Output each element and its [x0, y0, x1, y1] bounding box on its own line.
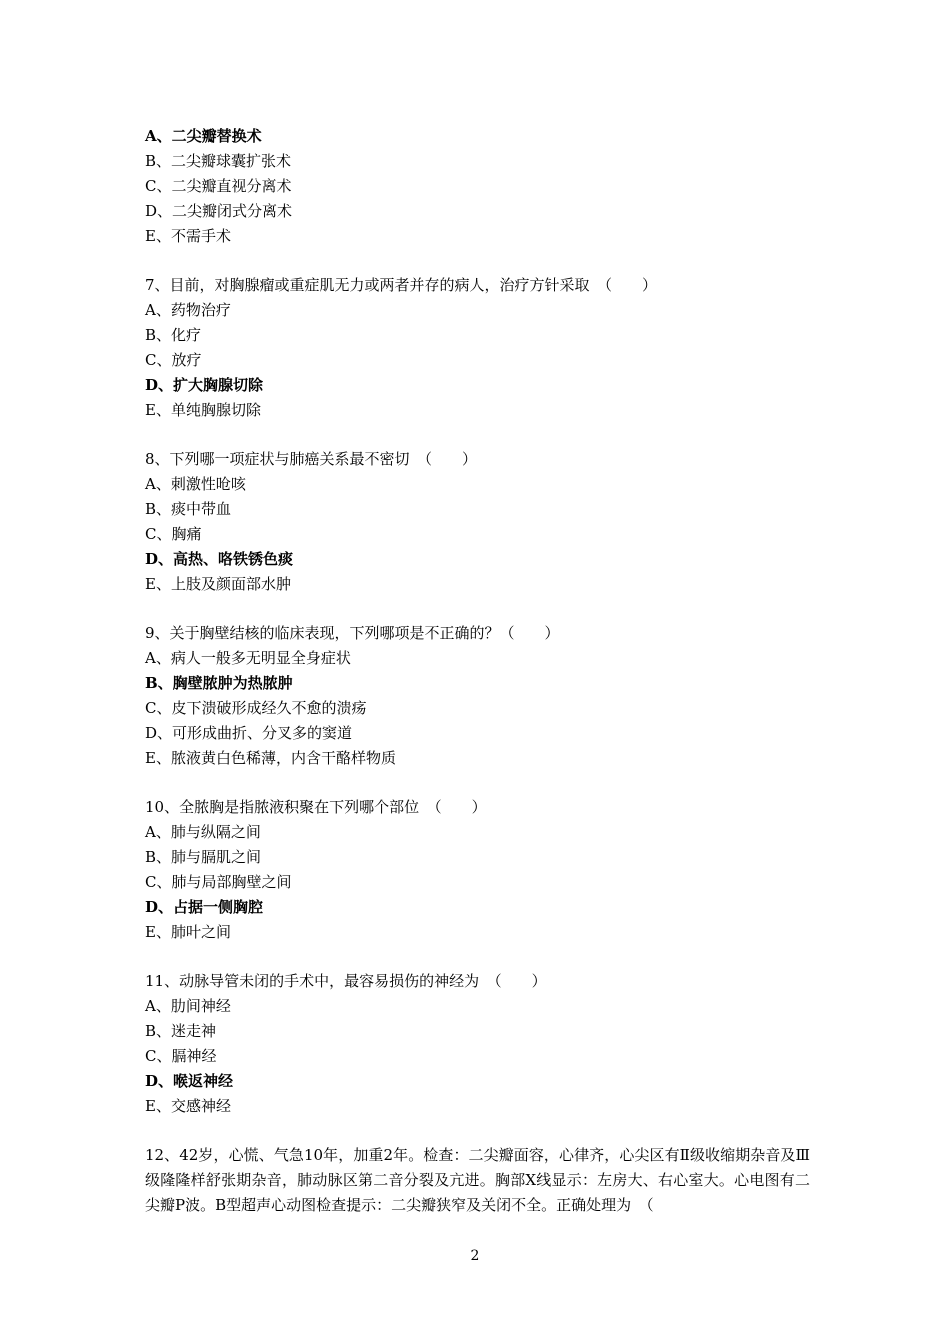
- option-10b: B、肺与膈肌之间: [145, 848, 262, 866]
- question-7-stem: 7、目前，对胸腺瘤或重症肌无力或两者并存的病人，治疗方针采取 （ ）: [145, 276, 658, 294]
- option-11d-correct: D、喉返神经: [145, 1072, 234, 1090]
- question-10-stem: 10、全脓胸是指脓液积聚在下列哪个部位 （ ）: [145, 798, 487, 816]
- option-11e: E、交感神经: [145, 1097, 231, 1115]
- option-9e: E、脓液黄白色稀薄，内含干酪样物质: [145, 749, 396, 767]
- question-9: [145, 621, 810, 771]
- spacer: [145, 771, 810, 795]
- option-7b: B、化疗: [145, 326, 202, 344]
- option-8b: B、痰中带血: [145, 500, 232, 518]
- option-11c: C、膈神经: [145, 1047, 217, 1065]
- question-10: [145, 795, 810, 945]
- option-6e: E、不需手术: [145, 227, 231, 245]
- option-9d: D、可形成曲折、分叉多的窦道: [145, 724, 353, 742]
- spacer: [145, 423, 810, 447]
- question-12: [145, 1143, 810, 1218]
- option-10d-correct: D、占据一侧胸腔: [145, 898, 264, 916]
- option-11b: B、迷走神: [145, 1022, 217, 1040]
- option-8a: A、刺激性呛咳: [145, 475, 246, 493]
- option-7d-correct: D、扩大胸腺切除: [145, 376, 264, 394]
- spacer: [145, 1119, 810, 1143]
- question-11-stem: 11、动脉导管未闭的手术中，最容易损伤的神经为 （ ）: [145, 972, 547, 990]
- option-6c: C、二尖瓣直视分离术: [145, 177, 292, 195]
- question-9-stem: 9、关于胸壁结核的临床表现，下列哪项是不正确的？（ ）: [145, 624, 560, 642]
- option-8e: E、上肢及颜面部水肿: [145, 575, 291, 593]
- question-list: [145, 124, 810, 1218]
- option-7e: E、单纯胸腺切除: [145, 401, 261, 419]
- option-8d-correct: D、高热、咯铁锈色痰: [145, 550, 294, 568]
- spacer: [145, 249, 810, 273]
- option-9c: C、皮下溃破形成经久不愈的溃疡: [145, 699, 367, 717]
- option-9a: A、病人一般多无明显全身症状: [145, 649, 351, 667]
- option-7a: A、药物治疗: [145, 301, 231, 319]
- option-7c: C、放疗: [145, 351, 202, 369]
- question-12-stem: 12、42岁，心慌、气急10年，加重2年。检查：二尖瓣面容，心律齐，心尖区有Ⅱ级收缩期杂音及Ⅲ级隆隆样舒张期杂音，肺动脉区第二音分裂及亢进。胸部X线显示：左房大、右心室大。心电图有二尖瓣P波。B型超声心动图检查提示：二尖瓣狭窄及关闭不全。正确处理为 （: [145, 1146, 810, 1214]
- option-6a-correct: A、二尖瓣替换术: [145, 127, 262, 145]
- option-6b: B、二尖瓣球囊扩张术: [145, 152, 292, 170]
- option-6d: D、二尖瓣闭式分离术: [145, 202, 293, 220]
- option-9b-correct: B、胸壁脓肿为热脓肿: [145, 674, 293, 692]
- option-8c: C、胸痛: [145, 525, 202, 543]
- option-10e: E、肺叶之间: [145, 923, 231, 941]
- question-8-stem: 8、下列哪一项症状与肺癌关系最不密切 （ ）: [145, 450, 478, 468]
- question-7: [145, 273, 810, 423]
- spacer: [145, 945, 810, 969]
- page-number: 2: [470, 1248, 480, 1264]
- question-6-options: [145, 124, 810, 249]
- question-8: [145, 447, 810, 597]
- option-10a: A、肺与纵隔之间: [145, 823, 261, 841]
- option-11a: A、肋间神经: [145, 997, 231, 1015]
- spacer: [145, 597, 810, 621]
- question-11: [145, 969, 810, 1119]
- option-10c: C、肺与局部胸壁之间: [145, 873, 292, 891]
